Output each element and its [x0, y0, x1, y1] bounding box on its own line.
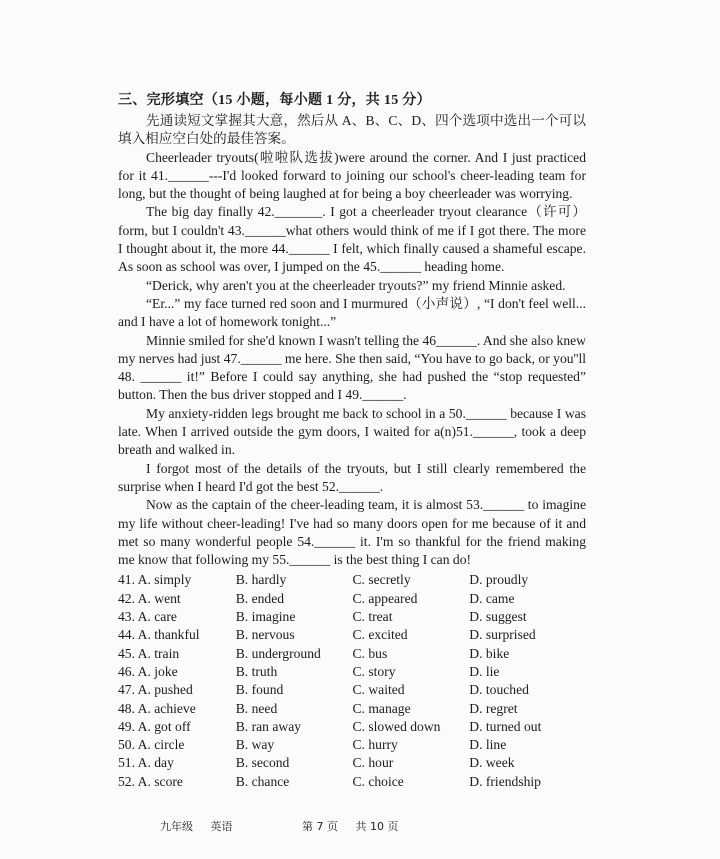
option-row-51 — [118, 754, 586, 772]
option-b: B. ran away — [235, 718, 302, 734]
option-a: 47. A. pushed — [118, 682, 193, 698]
option-c: C. bus — [352, 645, 388, 661]
option-row-46 — [118, 663, 586, 681]
option-b: B. found — [235, 682, 284, 698]
footer-total-pages: 共 10 页 — [355, 820, 399, 833]
option-b: B. ended — [235, 590, 285, 606]
option-a: 46. A. joke — [118, 663, 178, 679]
passage-paragraph-4: “Er...” my face turned red soon and I murmured（小声说）, “I don't feel well... and I have a lot of homework tonight...” — [118, 295, 586, 330]
option-c: C. manage — [352, 700, 411, 716]
option-c: C. secretly — [352, 572, 411, 588]
option-a: 42. A. went — [118, 590, 181, 606]
option-row-45 — [118, 645, 586, 663]
passage-paragraph-5: Minnie smiled for she'd known I wasn't telling the 46______. And she also knew my nerves had just 47.______ me here. She then said, “You have to go back, or you''ll 48. ______ it!” Before I could say anything, she had pushed the “stop requested” button. Then the bus driver stopped and I 49.______. — [118, 332, 586, 403]
option-d: D. line — [469, 737, 507, 753]
cloze-section — [118, 92, 586, 791]
option-c: C. hour — [352, 755, 394, 771]
option-d: D. proudly — [469, 572, 529, 588]
option-b: B. need — [235, 700, 278, 716]
option-row-50 — [118, 736, 586, 754]
option-a: 43. A. care — [118, 609, 177, 625]
option-row-52 — [118, 773, 586, 791]
option-row-41 — [118, 571, 586, 589]
option-a: 48. A. achieve — [118, 700, 196, 716]
option-d: D. came — [469, 590, 515, 606]
option-c: C. story — [352, 663, 396, 679]
option-d: D. touched — [469, 682, 529, 698]
option-row-44 — [118, 626, 586, 644]
option-d: D. suggest — [469, 609, 527, 625]
options-list — [118, 571, 586, 791]
option-d: D. bike — [469, 645, 510, 661]
option-d: D. regret — [469, 700, 518, 716]
option-a: 52. A. score — [118, 773, 183, 789]
option-b: B. second — [235, 755, 290, 771]
passage-paragraph-8: Now as the captain of the cheer-leading team, it is almost 53.______ to imagine my life without cheer-leading! I've had so many doors open for me because of it and met so many wonderful people 54.______ it. I'm so thankful for the friend making me know that following my 55.______ is the best thing I can do! — [118, 497, 586, 568]
footer-subject: 英语 — [210, 820, 233, 833]
option-c: C. waited — [352, 682, 405, 698]
passage-paragraph-1: Cheerleader tryouts(啦啦队选拔)were around the corner. And I just practiced for it 41.______---I'd looked forward to joining our school's cheer-leading team for long, but the thought of being laughed at for being a boy cheerleader was worrying. — [118, 149, 586, 202]
page-footer — [160, 818, 460, 834]
passage-paragraph-3: “Derick, why aren't you at the cheerleader tryouts?” my friend Minnie asked. — [146, 277, 566, 293]
option-d: D. week — [469, 755, 515, 771]
option-d: D. surprised — [469, 627, 536, 643]
option-c: C. choice — [352, 773, 404, 789]
option-a: 44. A. thankful — [118, 627, 200, 643]
option-b: B. way — [235, 737, 275, 753]
option-d: D. friendship — [469, 773, 541, 789]
option-row-47 — [118, 681, 586, 699]
option-row-48 — [118, 700, 586, 718]
option-a: 49. A. got off — [118, 718, 191, 734]
section-instruction: 先通读短文掌握其大意，然后从 A、B、C、D、四个选项中选出一个可以填入相应空白处的最佳答案。 — [118, 113, 586, 147]
option-a: 45. A. train — [118, 645, 180, 661]
option-b: B. truth — [235, 663, 278, 679]
option-a: 50. A. circle — [118, 737, 185, 753]
option-c: C. excited — [352, 627, 408, 643]
footer-page-number: 第 7 页 — [302, 820, 338, 833]
option-c: C. slowed down — [352, 718, 441, 734]
section-title: 三、完形填空（15 小题，每小题 1 分，共 15 分） — [118, 93, 431, 108]
option-b: B. imagine — [235, 609, 296, 625]
option-a: 41. A. simply — [118, 572, 192, 588]
option-d: D. turned out — [469, 718, 542, 734]
passage-paragraph-2: The big day finally 42._______. I got a cheerleader tryout clearance（许可）form, but I couldn't 43.______what others would think of me if I got there. The more I thought about it, the more 44.______ I felt, which finally caused a shameful escape. As soon as school was over, I jumped on the 45.______ heading home. — [118, 204, 586, 275]
option-row-42 — [118, 590, 586, 608]
option-b: B. chance — [235, 773, 290, 789]
option-c: C. hurry — [352, 737, 398, 753]
option-row-43 — [118, 608, 586, 626]
footer-grade: 九年级 — [160, 820, 193, 833]
option-c: C. appeared — [352, 590, 418, 606]
option-b: B. nervous — [235, 627, 295, 643]
option-row-49 — [118, 718, 586, 736]
option-b: B. hardly — [235, 572, 287, 588]
option-b: B. underground — [235, 645, 321, 661]
option-a: 51. A. day — [118, 755, 174, 771]
passage-paragraph-7: I forgot most of the details of the tryouts, but I still clearly remembered the surprise when I heard I'd got the best 52.______. — [118, 460, 586, 494]
passage-paragraph-6: My anxiety-ridden legs brought me back to school in a 50.______ because I was late. When I arrived outside the gym doors, I waited for a(n)51.______, took a deep breath and walked in. — [118, 405, 586, 458]
option-c: C. treat — [352, 609, 393, 625]
option-d: D. lie — [469, 663, 500, 679]
